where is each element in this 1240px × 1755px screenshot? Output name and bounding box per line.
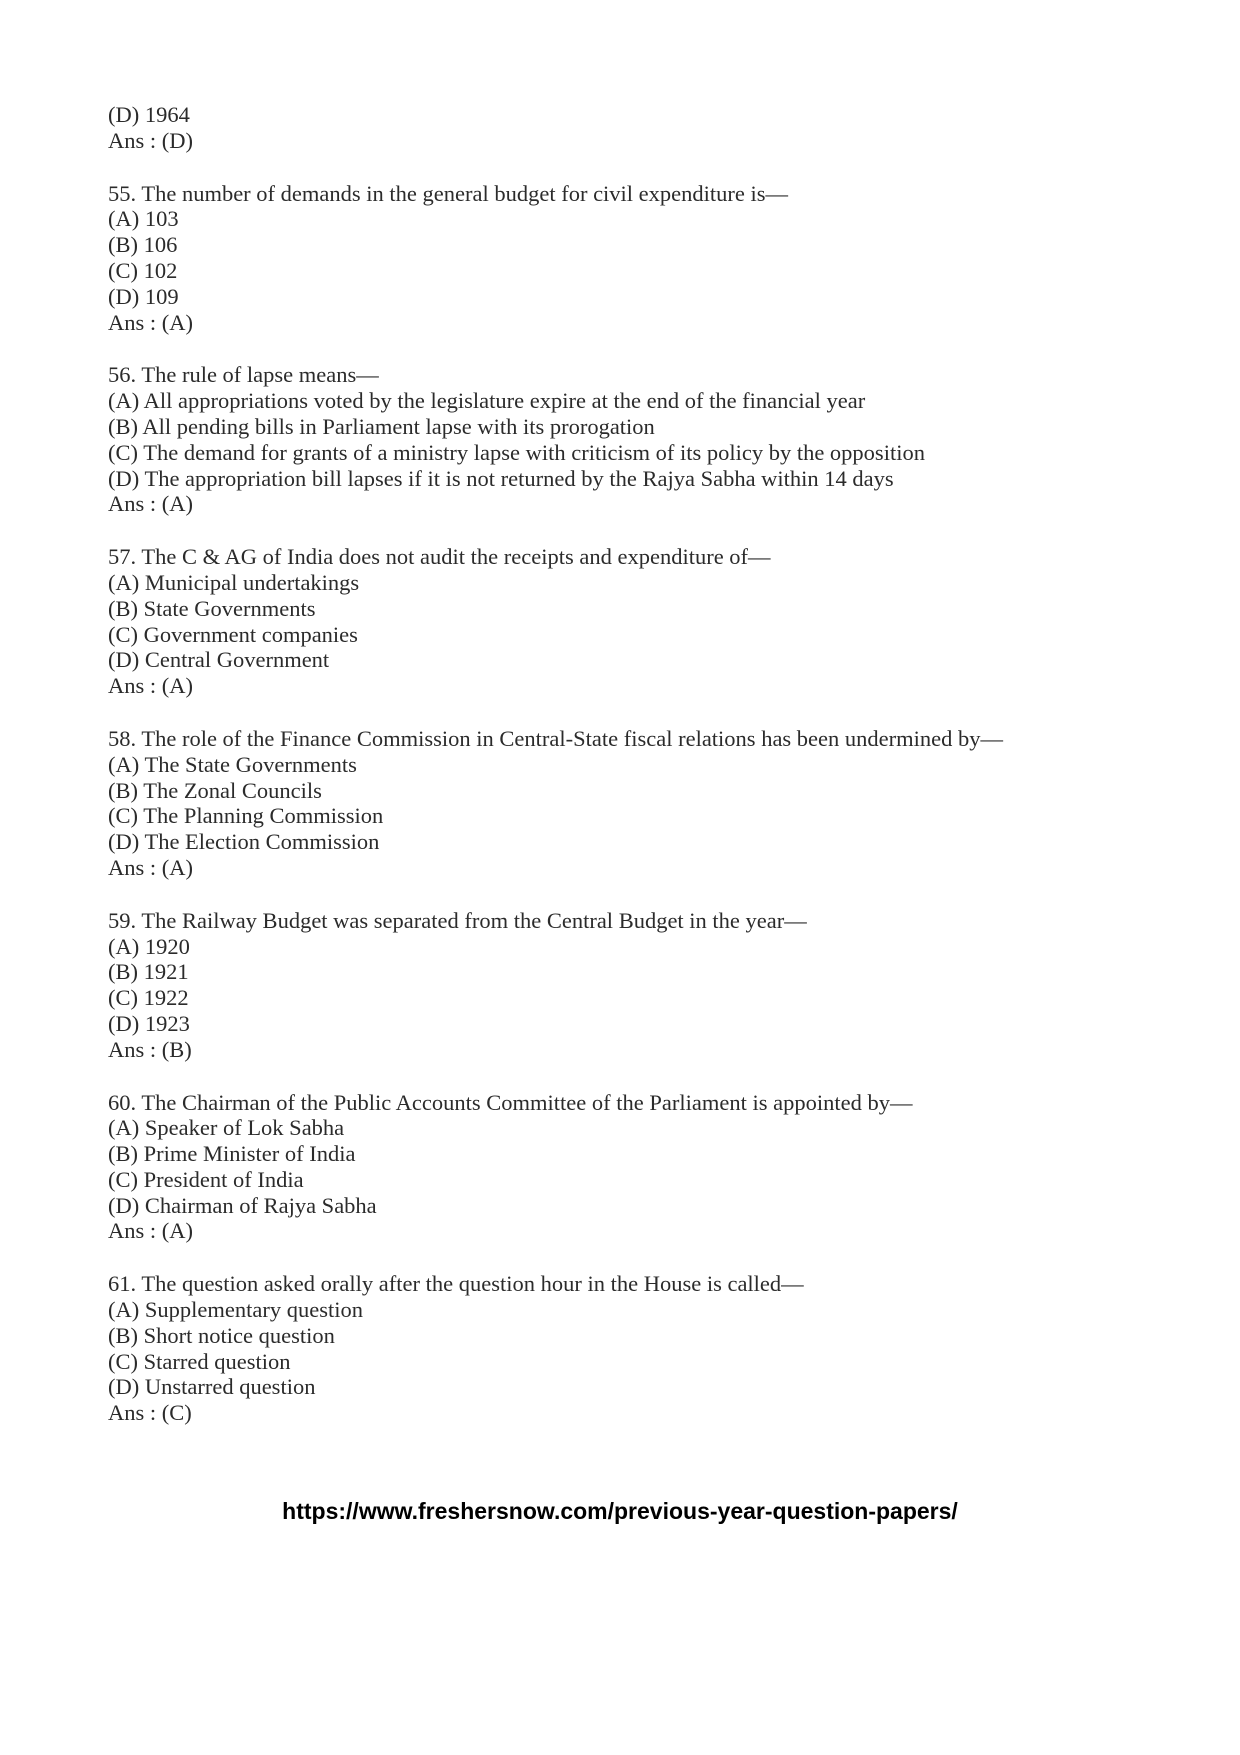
text-line: 57. The C & AG of India does not audit the receipts and expenditure of— bbox=[108, 544, 771, 570]
text-line: (D) Central Government bbox=[108, 647, 330, 673]
text-line: (D) Unstarred question bbox=[108, 1374, 316, 1400]
text-line: (A) 1920 bbox=[108, 933, 190, 959]
text-line: (A) Supplementary question bbox=[108, 1297, 363, 1323]
text-line: (B) 106 bbox=[108, 232, 178, 258]
text-line: 56. The rule of lapse means— bbox=[108, 362, 379, 388]
text-line: (A) All appropriations voted by the legislature expire at the end of the financial year bbox=[108, 388, 866, 414]
question-56 bbox=[108, 362, 1118, 517]
text-line: Ans : (A) bbox=[108, 309, 193, 335]
text-line: (D) The Election Commission bbox=[108, 829, 380, 855]
text-line: 59. The Railway Budget was separated from the Central Budget in the year— bbox=[108, 907, 807, 933]
question-55 bbox=[108, 181, 1118, 336]
footer-source-url: https://www.freshersnow.com/previous-year-question-papers/ bbox=[282, 1498, 958, 1524]
text-line: (D) 109 bbox=[108, 283, 179, 309]
question-57 bbox=[108, 544, 1118, 699]
text-line: (A) Municipal undertakings bbox=[108, 569, 360, 595]
text-line: (D) The appropriation bill lapses if it is not returned by the Rajya Sabha within 14 days bbox=[108, 465, 894, 491]
text-line: (C) The Planning Commission bbox=[108, 803, 384, 829]
text-line: (C) Starred question bbox=[108, 1348, 291, 1374]
text-line: (B) All pending bills in Parliament lapse with its prorogation bbox=[108, 413, 655, 439]
text-line: (A) 103 bbox=[108, 206, 179, 232]
text-line: Ans : (B) bbox=[108, 1036, 192, 1062]
text-line: 60. The Chairman of the Public Accounts Committee of the Parliament is appointed by— bbox=[108, 1089, 913, 1115]
text-line: (A) Speaker of Lok Sabha bbox=[108, 1115, 345, 1141]
text-line: Ans : (A) bbox=[108, 491, 193, 517]
text-line: (C) President of India bbox=[108, 1166, 304, 1192]
text-line: 61. The question asked orally after the question hour in the House is called— bbox=[108, 1271, 804, 1297]
text-line: Ans : (A) bbox=[108, 673, 193, 699]
text-line: Ans : (D) bbox=[108, 127, 193, 153]
text-line: (D) 1923 bbox=[108, 1010, 190, 1036]
text-line: (D) Chairman of Rajya Sabha bbox=[108, 1192, 377, 1218]
text-line: (C) The demand for grants of a ministry lapse with criticism of its policy by the opposition bbox=[108, 439, 925, 465]
text-line: (C) Government companies bbox=[108, 621, 358, 647]
text-line: (B) Short notice question bbox=[108, 1322, 335, 1348]
text-line: Ans : (C) bbox=[108, 1400, 192, 1426]
text-line: (B) State Governments bbox=[108, 595, 316, 621]
question-58 bbox=[108, 726, 1118, 881]
text-line: (B) 1921 bbox=[108, 959, 189, 985]
question-61 bbox=[108, 1271, 1118, 1426]
text-line: (A) The State Governments bbox=[108, 751, 357, 777]
text-line: Ans : (A) bbox=[108, 1218, 193, 1244]
text-line: (B) Prime Minister of India bbox=[108, 1141, 356, 1167]
text-line: (D) 1964 bbox=[108, 102, 190, 127]
text-line: 55. The number of demands in the general budget for civil expenditure is— bbox=[108, 180, 789, 206]
question-list bbox=[108, 102, 1118, 1426]
trailing-q54 bbox=[108, 102, 1118, 154]
question-60 bbox=[108, 1090, 1118, 1245]
text-line: Ans : (A) bbox=[108, 854, 193, 880]
text-line: (C) 1922 bbox=[108, 985, 189, 1011]
text-line: 58. The role of the Finance Commission in Central-State fiscal relations has been undermined by— bbox=[108, 725, 1004, 751]
text-line: (C) 102 bbox=[108, 257, 178, 283]
question-59 bbox=[108, 908, 1118, 1063]
text-line: (B) The Zonal Councils bbox=[108, 777, 322, 803]
